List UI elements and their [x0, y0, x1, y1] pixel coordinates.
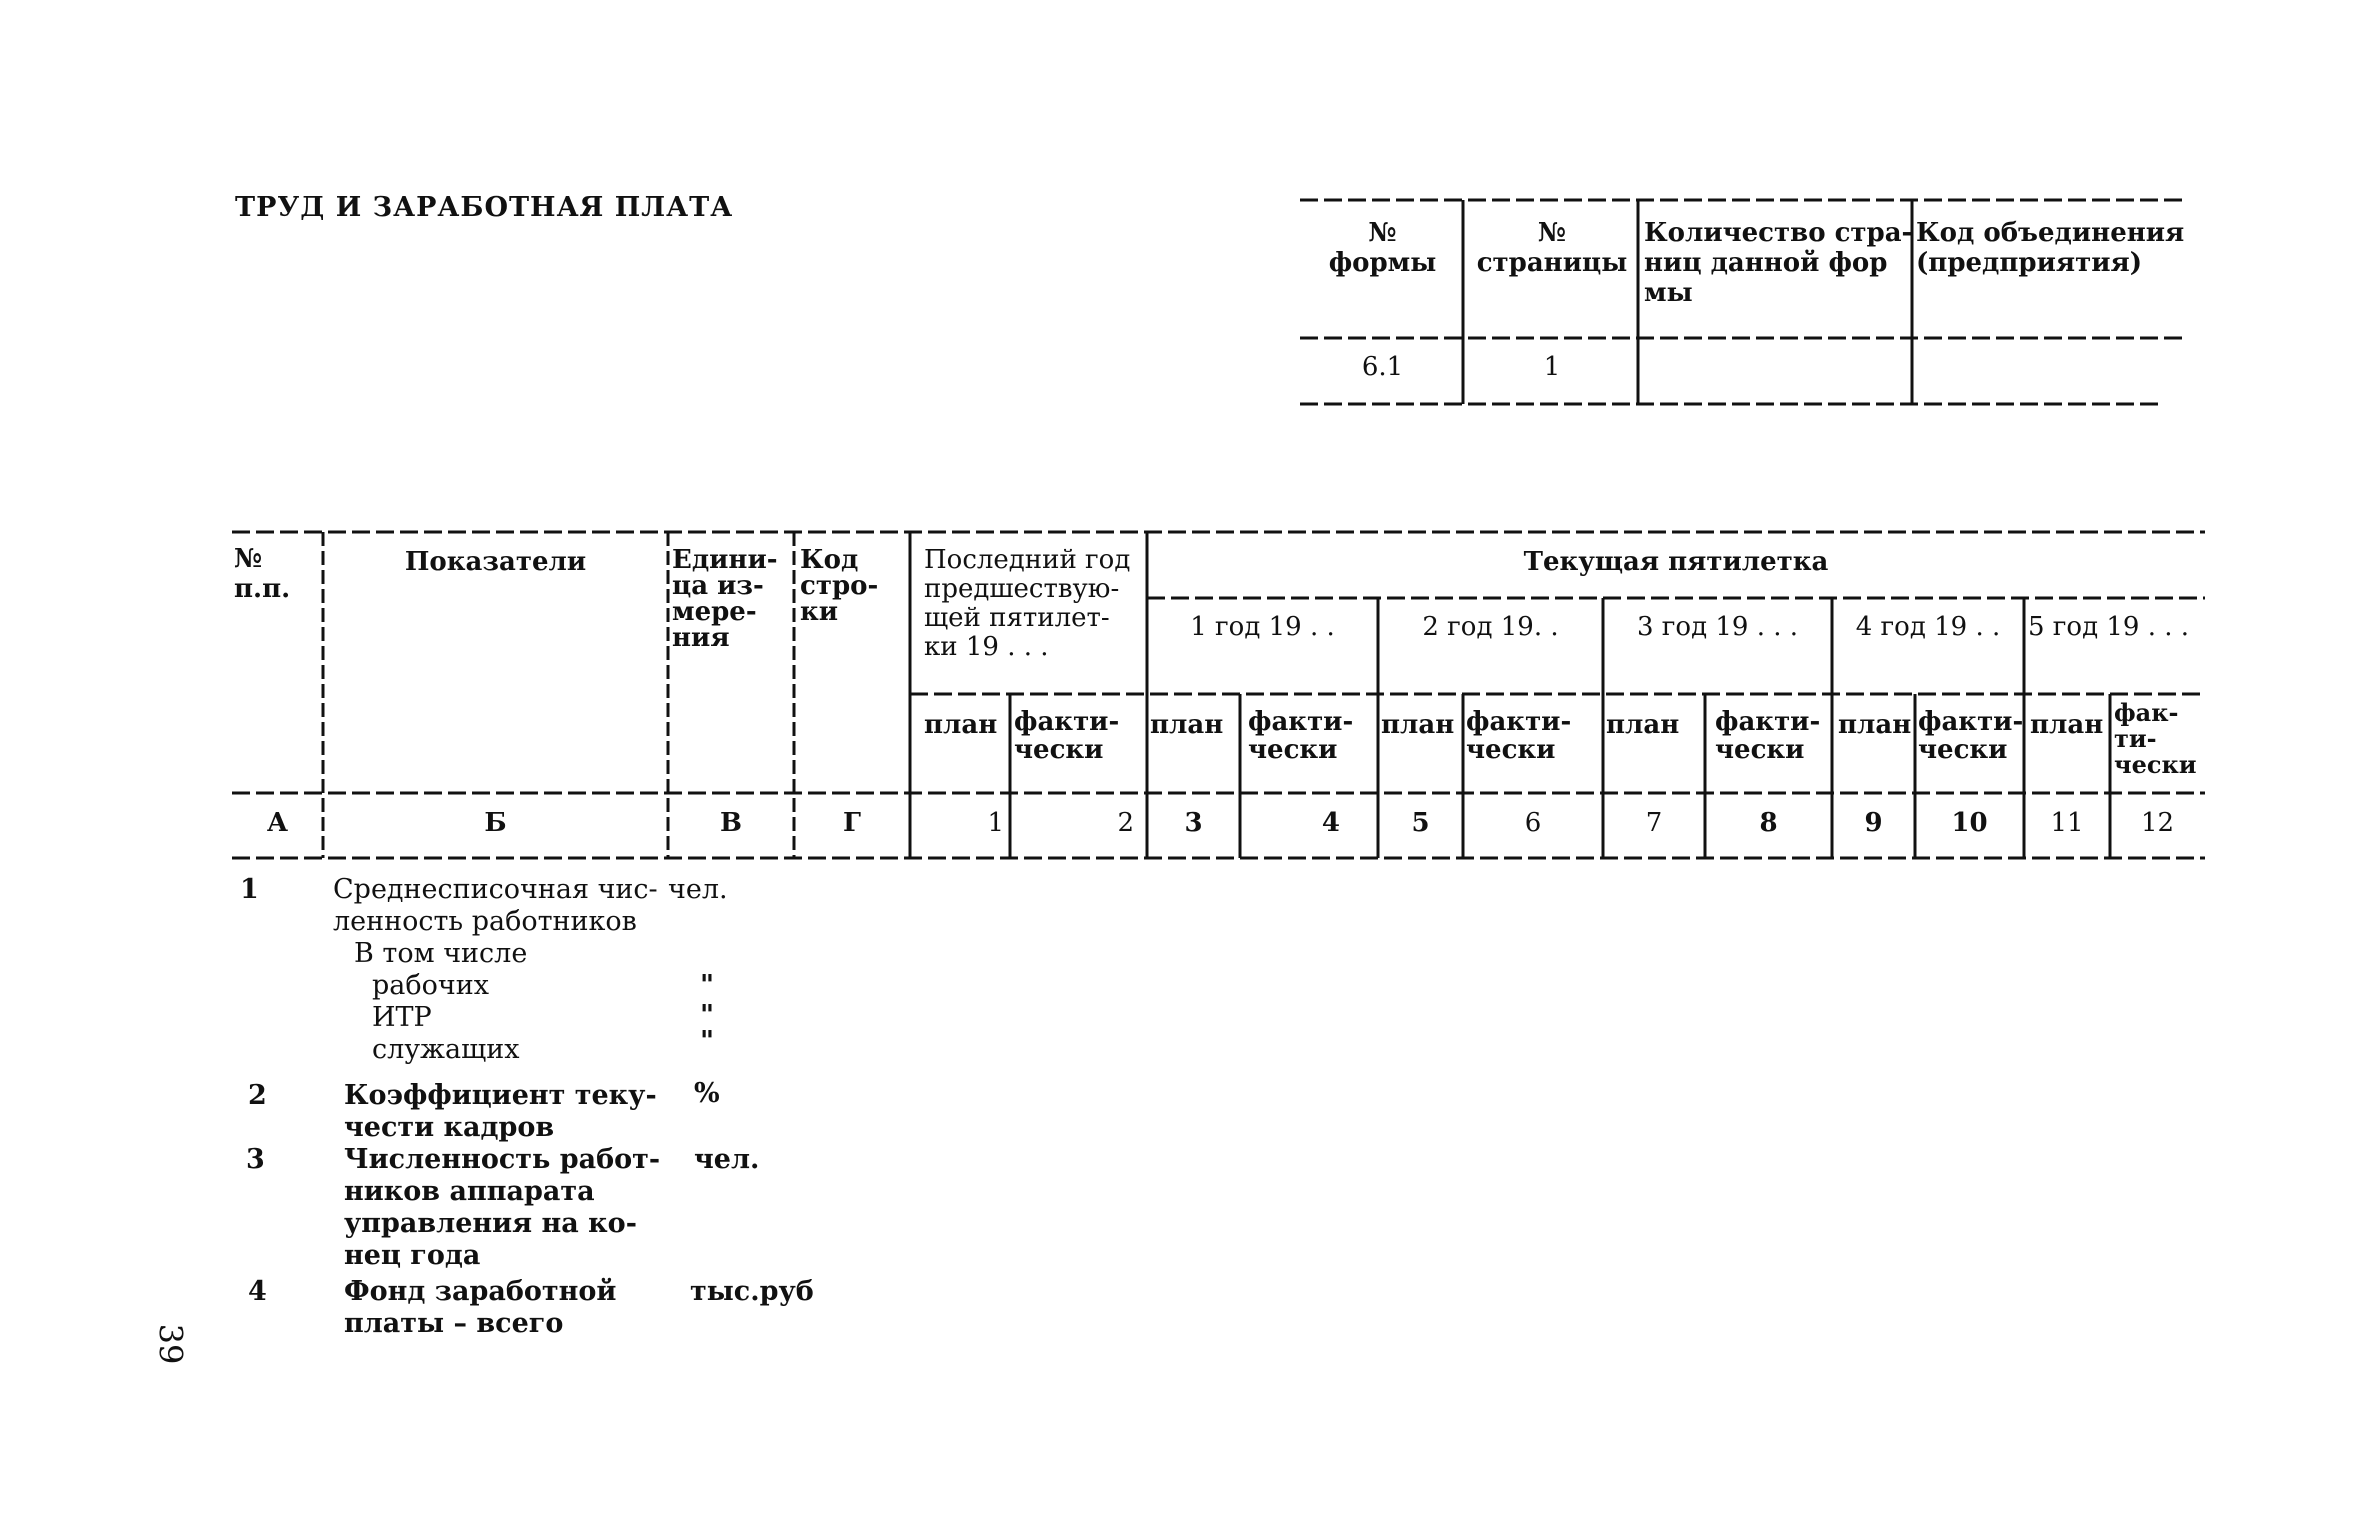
col-number-4: 4: [1321, 808, 1340, 838]
row-4-unit: тыс.руб: [690, 1276, 814, 1307]
col-letter-v: В: [720, 808, 742, 838]
row-3-unit: чел.: [694, 1144, 760, 1175]
year-5-header: 5 год 19 . . .: [2028, 612, 2190, 642]
row-1-indicator-line-1: Среднесписочная чис-: [333, 874, 658, 905]
col-last-year-header: Последний год предшествую- щей пятилет- ки 19 . . .: [924, 545, 1131, 662]
row-3-indicator-line-2: ников аппарата: [344, 1176, 595, 1207]
row-2-indicator-line-2: чести кадров: [344, 1112, 555, 1143]
year-2-header: 2 год 19. .: [1422, 612, 1559, 642]
last-year-plan-header: план: [924, 710, 998, 740]
col-letter-g: Г: [843, 808, 861, 838]
year-2-fact-header: факти- чески: [1466, 707, 1572, 765]
row-1-unit: чел.: [668, 874, 728, 905]
row-1-indicator-line-5: ИТР: [372, 1002, 432, 1033]
col-unit-header: Едини- ца из- мере- ния: [672, 545, 778, 653]
row-1-indicator-line-6: служащих: [372, 1034, 520, 1065]
row-2-unit: %: [694, 1078, 720, 1109]
pages-count-header: Количество стра- ниц данной фор мы: [1644, 218, 1913, 308]
year-4-fact-header: факти- чески: [1918, 707, 2024, 765]
org-code-header: Код объединения (предприятия): [1916, 218, 2185, 278]
col-number-header: № п.п.: [234, 544, 291, 604]
row-1-indicator-line-4: рабочих: [372, 970, 489, 1001]
col-number-7: 7: [1645, 808, 1663, 838]
page-number-value: 1: [1543, 352, 1561, 382]
col-number-6: 6: [1524, 808, 1542, 838]
row-1-number: 1: [240, 874, 259, 905]
year-3-plan-header: план: [1606, 710, 1680, 740]
row-4-indicator-line-1: Фонд заработной: [344, 1276, 617, 1307]
col-number-12: 12: [2140, 808, 2175, 838]
row-2-number: 2: [248, 1080, 267, 1111]
last-year-fact-header: факти- чески: [1014, 707, 1120, 765]
col-letter-b: Б: [484, 808, 507, 838]
row-4-number: 4: [248, 1276, 267, 1307]
row-3-indicator-line-3: управления на ко-: [344, 1208, 637, 1239]
year-1-header: 1 год 19 . .: [1190, 612, 1335, 642]
col-number-8: 8: [1759, 808, 1778, 838]
year-5-fact-header: фак- ти- чески: [2114, 698, 2197, 779]
page-number: 39: [151, 1323, 190, 1365]
row-1-unit-ditto-1: ": [700, 970, 715, 1001]
col-number-3: 3: [1184, 808, 1203, 838]
col-number-11: 11: [2050, 808, 2084, 838]
current-five-year-header: Текущая пятилетка: [1523, 547, 1829, 577]
row-1-indicator-line-2: ленность работников: [333, 906, 637, 937]
year-4-plan-header: план: [1838, 710, 1912, 740]
form-number-header: № формы: [1328, 218, 1437, 278]
form-number-value: 6.1: [1361, 352, 1404, 382]
row-3-indicator-line-4: нец года: [344, 1240, 481, 1271]
col-number-1: 1: [987, 808, 1004, 838]
year-1-plan-header: план: [1150, 710, 1224, 740]
row-3-indicator-line-1: Численность работ-: [344, 1144, 661, 1175]
col-number-5: 5: [1411, 808, 1430, 838]
year-3-fact-header: факти- чески: [1715, 707, 1821, 765]
year-4-header: 4 год 19 . .: [1855, 612, 2001, 642]
row-1-indicator-line-3: В том числе: [354, 938, 528, 969]
year-1-fact-header: факти- чески: [1248, 707, 1354, 765]
year-2-plan-header: план: [1381, 710, 1455, 740]
col-indicators-header: Показатели: [404, 547, 587, 577]
row-1-unit-ditto-3: ": [700, 1026, 715, 1057]
row-4-indicator-line-2: платы – всего: [344, 1308, 564, 1339]
col-letter-a: А: [266, 808, 289, 838]
page-number-header: № страницы: [1476, 218, 1628, 278]
row-2-indicator-line-1: Коэффициент теку-: [344, 1080, 657, 1111]
page-title: ТРУД И ЗАРАБОТНАЯ ПЛАТА: [235, 192, 734, 223]
col-number-2: 2: [1117, 808, 1134, 838]
col-number-9: 9: [1864, 808, 1883, 838]
row-3-number: 3: [246, 1144, 265, 1175]
year-5-plan-header: план: [2030, 710, 2104, 740]
col-number-10: 10: [1951, 808, 1988, 838]
col-code-header: Код стро- ки: [800, 545, 879, 627]
row-1-unit-ditto-2: ": [700, 1000, 715, 1031]
year-3-header: 3 год 19 . . .: [1636, 612, 1799, 642]
